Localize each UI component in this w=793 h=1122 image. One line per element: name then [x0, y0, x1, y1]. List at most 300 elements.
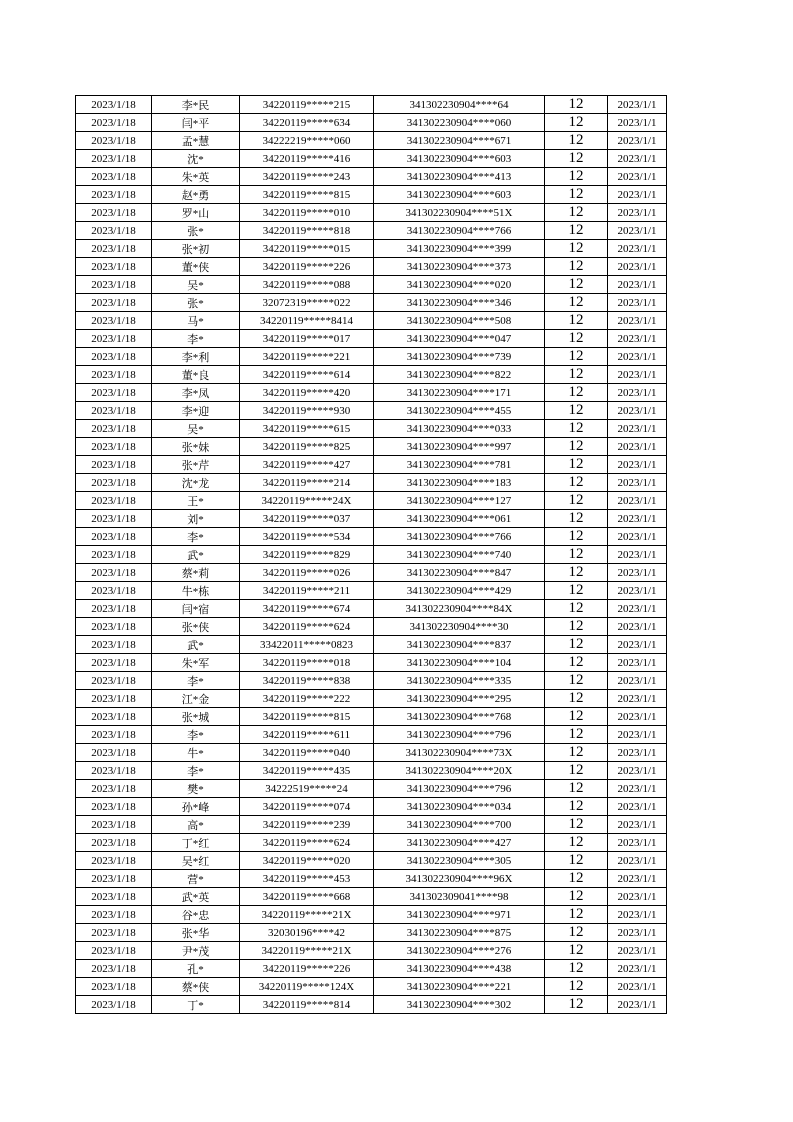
table-cell-record-number: 341302230904****034	[374, 798, 545, 816]
table-cell-count: 12	[545, 906, 608, 924]
table-row	[76, 168, 667, 186]
table-cell-name: 吴*	[152, 276, 240, 294]
table-cell-id-number: 34222219*****060	[240, 132, 374, 150]
table-cell-id-number: 34220119*****624	[240, 834, 374, 852]
table-cell-start-date: 2023/1/1	[608, 672, 667, 690]
table-cell-date: 2023/1/18	[76, 762, 152, 780]
table-body	[76, 96, 667, 1014]
table-row	[76, 924, 667, 942]
table-cell-name: 李*迎	[152, 402, 240, 420]
table-cell-name: 丁*红	[152, 834, 240, 852]
table-cell-name: 江*金	[152, 690, 240, 708]
table-cell-record-number: 341302230904****603	[374, 186, 545, 204]
table-cell-record-number: 341302230904****781	[374, 456, 545, 474]
table-cell-name: 张*妹	[152, 438, 240, 456]
table-cell-name: 朱*英	[152, 168, 240, 186]
table-cell-id-number: 34220119*****226	[240, 960, 374, 978]
table-cell-start-date: 2023/1/1	[608, 312, 667, 330]
table-row	[76, 528, 667, 546]
table-cell-count: 12	[545, 600, 608, 618]
table-cell-name: 蔡*侠	[152, 978, 240, 996]
table-cell-name: 朱*军	[152, 654, 240, 672]
table-cell-date: 2023/1/18	[76, 726, 152, 744]
table-cell-record-number: 341302230904****183	[374, 474, 545, 492]
table-cell-id-number: 34220119*****611	[240, 726, 374, 744]
table-cell-name: 丁*	[152, 996, 240, 1014]
table-cell-record-number: 341302230904****305	[374, 852, 545, 870]
table-cell-date: 2023/1/18	[76, 996, 152, 1014]
table-cell-date: 2023/1/18	[76, 492, 152, 510]
table-cell-record-number: 341302230904****429	[374, 582, 545, 600]
table-cell-id-number: 34220119*****226	[240, 258, 374, 276]
table-cell-id-number: 34222519*****24	[240, 780, 374, 798]
table-cell-date: 2023/1/18	[76, 618, 152, 636]
table-cell-count: 12	[545, 348, 608, 366]
table-cell-count: 12	[545, 186, 608, 204]
table-cell-id-number: 34220119*****8414	[240, 312, 374, 330]
table-cell-date: 2023/1/18	[76, 348, 152, 366]
table-cell-record-number: 341302230904****221	[374, 978, 545, 996]
table-cell-start-date: 2023/1/1	[608, 780, 667, 798]
table-cell-start-date: 2023/1/1	[608, 114, 667, 132]
table-cell-count: 12	[545, 618, 608, 636]
table-cell-id-number: 34220119*****668	[240, 888, 374, 906]
table-row	[76, 744, 667, 762]
table-cell-start-date: 2023/1/1	[608, 348, 667, 366]
table-cell-start-date: 2023/1/1	[608, 546, 667, 564]
table-cell-name: 李*	[152, 726, 240, 744]
table-cell-date: 2023/1/18	[76, 420, 152, 438]
table-cell-name: 张*	[152, 294, 240, 312]
table-cell-date: 2023/1/18	[76, 456, 152, 474]
table-cell-date: 2023/1/18	[76, 870, 152, 888]
table-cell-start-date: 2023/1/1	[608, 636, 667, 654]
table-cell-name: 王*	[152, 492, 240, 510]
table-cell-date: 2023/1/18	[76, 582, 152, 600]
table-row	[76, 582, 667, 600]
table-cell-start-date: 2023/1/1	[608, 762, 667, 780]
table-cell-id-number: 34220119*****930	[240, 402, 374, 420]
table-cell-date: 2023/1/18	[76, 186, 152, 204]
table-cell-start-date: 2023/1/1	[608, 492, 667, 510]
table-cell-id-number: 34220119*****818	[240, 222, 374, 240]
table-cell-start-date: 2023/1/1	[608, 240, 667, 258]
table-cell-start-date: 2023/1/1	[608, 528, 667, 546]
table-cell-count: 12	[545, 816, 608, 834]
table-row	[76, 942, 667, 960]
table-cell-date: 2023/1/18	[76, 924, 152, 942]
table-cell-id-number: 34220119*****825	[240, 438, 374, 456]
table-cell-start-date: 2023/1/1	[608, 870, 667, 888]
table-cell-id-number: 34220119*****040	[240, 744, 374, 762]
table-cell-count: 12	[545, 672, 608, 690]
table-cell-date: 2023/1/18	[76, 294, 152, 312]
table-row	[76, 672, 667, 690]
table-cell-id-number: 34220119*****420	[240, 384, 374, 402]
table-cell-id-number: 34220119*****814	[240, 996, 374, 1014]
table-cell-id-number: 32072319*****022	[240, 294, 374, 312]
table-cell-date: 2023/1/18	[76, 168, 152, 186]
table-cell-record-number: 341302230904****822	[374, 366, 545, 384]
table-cell-name: 高*	[152, 816, 240, 834]
table-cell-id-number: 34220119*****453	[240, 870, 374, 888]
table-cell-name: 牛*	[152, 744, 240, 762]
table-cell-date: 2023/1/18	[76, 888, 152, 906]
table-cell-record-number: 341302230904****971	[374, 906, 545, 924]
table-cell-name: 武*	[152, 636, 240, 654]
table-cell-count: 12	[545, 438, 608, 456]
table-row	[76, 600, 667, 618]
table-cell-start-date: 2023/1/1	[608, 384, 667, 402]
table-cell-count: 12	[545, 96, 608, 114]
table-cell-start-date: 2023/1/1	[608, 150, 667, 168]
table-row	[76, 258, 667, 276]
table-row	[76, 474, 667, 492]
table-cell-name: 吴*	[152, 420, 240, 438]
table-cell-count: 12	[545, 492, 608, 510]
table-cell-id-number: 34220119*****018	[240, 654, 374, 672]
table-cell-start-date: 2023/1/1	[608, 96, 667, 114]
table-row	[76, 132, 667, 150]
table-cell-id-number: 34220119*****211	[240, 582, 374, 600]
table-cell-date: 2023/1/18	[76, 798, 152, 816]
table-cell-name: 李*	[152, 330, 240, 348]
table-cell-count: 12	[545, 798, 608, 816]
table-cell-count: 12	[545, 474, 608, 492]
table-cell-start-date: 2023/1/1	[608, 420, 667, 438]
table-cell-id-number: 34220119*****124X	[240, 978, 374, 996]
table-cell-start-date: 2023/1/1	[608, 960, 667, 978]
table-row	[76, 762, 667, 780]
table-cell-start-date: 2023/1/1	[608, 564, 667, 582]
table-cell-date: 2023/1/18	[76, 330, 152, 348]
table-cell-start-date: 2023/1/1	[608, 834, 667, 852]
table-cell-name: 闫*平	[152, 114, 240, 132]
table-cell-name: 马*	[152, 312, 240, 330]
table-cell-record-number: 341302230904****438	[374, 960, 545, 978]
table-cell-record-number: 341302230904****51X	[374, 204, 545, 222]
table-cell-date: 2023/1/18	[76, 96, 152, 114]
table-row	[76, 798, 667, 816]
table-cell-name: 刘*	[152, 510, 240, 528]
table-cell-id-number: 34220119*****017	[240, 330, 374, 348]
table-cell-name: 李*	[152, 672, 240, 690]
table-cell-name: 吴*红	[152, 852, 240, 870]
table-cell-name: 罗*山	[152, 204, 240, 222]
table-cell-start-date: 2023/1/1	[608, 294, 667, 312]
table-cell-count: 12	[545, 996, 608, 1014]
table-cell-start-date: 2023/1/1	[608, 366, 667, 384]
table-cell-id-number: 34220119*****020	[240, 852, 374, 870]
table-cell-start-date: 2023/1/1	[608, 258, 667, 276]
table-cell-start-date: 2023/1/1	[608, 456, 667, 474]
table-cell-start-date: 2023/1/1	[608, 924, 667, 942]
table-cell-name: 樊*	[152, 780, 240, 798]
table-cell-date: 2023/1/18	[76, 438, 152, 456]
table-row	[76, 348, 667, 366]
table-cell-record-number: 341302230904****171	[374, 384, 545, 402]
table-cell-id-number: 34220119*****239	[240, 816, 374, 834]
table-cell-count: 12	[545, 168, 608, 186]
table-cell-date: 2023/1/18	[76, 276, 152, 294]
table-cell-id-number: 34220119*****010	[240, 204, 374, 222]
table-row	[76, 276, 667, 294]
table-row	[76, 456, 667, 474]
table-cell-start-date: 2023/1/1	[608, 996, 667, 1014]
table-row	[76, 654, 667, 672]
table-cell-id-number: 34220119*****015	[240, 240, 374, 258]
table-cell-count: 12	[545, 888, 608, 906]
table-row	[76, 618, 667, 636]
table-cell-start-date: 2023/1/1	[608, 744, 667, 762]
table-cell-start-date: 2023/1/1	[608, 330, 667, 348]
table-cell-id-number: 34220119*****074	[240, 798, 374, 816]
table-cell-count: 12	[545, 528, 608, 546]
table-cell-record-number: 341302230904****335	[374, 672, 545, 690]
table-row	[76, 816, 667, 834]
table-cell-date: 2023/1/18	[76, 546, 152, 564]
table-row	[76, 150, 667, 168]
table-cell-name: 董*侠	[152, 258, 240, 276]
table-cell-id-number: 34220119*****416	[240, 150, 374, 168]
table-row	[76, 996, 667, 1014]
table-cell-name: 闫*宿	[152, 600, 240, 618]
table-cell-name: 沈*龙	[152, 474, 240, 492]
table-row	[76, 222, 667, 240]
table-cell-record-number: 341302230904****64	[374, 96, 545, 114]
table-cell-id-number: 34220119*****815	[240, 708, 374, 726]
table-cell-id-number: 34220119*****243	[240, 168, 374, 186]
table-cell-start-date: 2023/1/1	[608, 132, 667, 150]
table-cell-id-number: 34220119*****21X	[240, 942, 374, 960]
table-cell-date: 2023/1/18	[76, 654, 152, 672]
table-cell-count: 12	[545, 366, 608, 384]
table-cell-id-number: 34220119*****222	[240, 690, 374, 708]
table-row	[76, 978, 667, 996]
table-cell-name: 董*良	[152, 366, 240, 384]
table-cell-date: 2023/1/18	[76, 204, 152, 222]
table-cell-date: 2023/1/18	[76, 672, 152, 690]
table-row	[76, 420, 667, 438]
table-cell-record-number: 341302230904****837	[374, 636, 545, 654]
table-cell-record-number: 341302230904****104	[374, 654, 545, 672]
table-cell-date: 2023/1/18	[76, 636, 152, 654]
table-cell-name: 谷*忠	[152, 906, 240, 924]
table-cell-name: 张*芹	[152, 456, 240, 474]
table-cell-count: 12	[545, 330, 608, 348]
table-row	[76, 492, 667, 510]
table-cell-count: 12	[545, 546, 608, 564]
table-cell-record-number: 341302230904****766	[374, 222, 545, 240]
table-cell-record-number: 341302230904****302	[374, 996, 545, 1014]
table-cell-start-date: 2023/1/1	[608, 888, 667, 906]
table-cell-name: 孔*	[152, 960, 240, 978]
table-cell-start-date: 2023/1/1	[608, 816, 667, 834]
table-cell-date: 2023/1/18	[76, 816, 152, 834]
table-row	[76, 294, 667, 312]
table-cell-date: 2023/1/18	[76, 474, 152, 492]
table-cell-id-number: 34220119*****24X	[240, 492, 374, 510]
table-cell-record-number: 341302230904****739	[374, 348, 545, 366]
table-cell-name: 武*	[152, 546, 240, 564]
table-cell-start-date: 2023/1/1	[608, 618, 667, 636]
table-cell-date: 2023/1/18	[76, 528, 152, 546]
table-cell-record-number: 341302230904****413	[374, 168, 545, 186]
table-cell-record-number: 341302230904****033	[374, 420, 545, 438]
table-cell-name: 牛*栋	[152, 582, 240, 600]
table-row	[76, 204, 667, 222]
table-cell-start-date: 2023/1/1	[608, 798, 667, 816]
table-cell-date: 2023/1/18	[76, 906, 152, 924]
table-row	[76, 546, 667, 564]
table-row	[76, 438, 667, 456]
table-cell-start-date: 2023/1/1	[608, 438, 667, 456]
table-cell-count: 12	[545, 690, 608, 708]
table-row	[76, 726, 667, 744]
table-cell-date: 2023/1/18	[76, 240, 152, 258]
table-row	[76, 708, 667, 726]
table-cell-date: 2023/1/18	[76, 960, 152, 978]
table-cell-start-date: 2023/1/1	[608, 474, 667, 492]
table-cell-record-number: 341302230904****768	[374, 708, 545, 726]
table-row	[76, 366, 667, 384]
table-cell-record-number: 341302230904****047	[374, 330, 545, 348]
table-cell-name: 张*华	[152, 924, 240, 942]
table-row	[76, 186, 667, 204]
table-cell-record-number: 341302230904****740	[374, 546, 545, 564]
table-cell-start-date: 2023/1/1	[608, 204, 667, 222]
table-cell-count: 12	[545, 294, 608, 312]
table-cell-date: 2023/1/18	[76, 852, 152, 870]
table-cell-record-number: 341302230904****20X	[374, 762, 545, 780]
table-cell-record-number: 341302230904****875	[374, 924, 545, 942]
table-cell-count: 12	[545, 654, 608, 672]
table-cell-start-date: 2023/1/1	[608, 942, 667, 960]
table-cell-id-number: 34220119*****674	[240, 600, 374, 618]
table-cell-start-date: 2023/1/1	[608, 654, 667, 672]
table-cell-record-number: 341302309041****98	[374, 888, 545, 906]
table-cell-id-number: 34220119*****614	[240, 366, 374, 384]
table-cell-record-number: 341302230904****766	[374, 528, 545, 546]
table-cell-record-number: 341302230904****96X	[374, 870, 545, 888]
table-cell-name: 李*	[152, 762, 240, 780]
table-cell-id-number: 34220119*****088	[240, 276, 374, 294]
table-cell-date: 2023/1/18	[76, 366, 152, 384]
table-cell-date: 2023/1/18	[76, 258, 152, 276]
table-cell-name: 武*英	[152, 888, 240, 906]
table-cell-start-date: 2023/1/1	[608, 510, 667, 528]
table-cell-record-number: 341302230904****30	[374, 618, 545, 636]
table-cell-start-date: 2023/1/1	[608, 978, 667, 996]
table-cell-count: 12	[545, 870, 608, 888]
table-cell-date: 2023/1/18	[76, 978, 152, 996]
table-cell-start-date: 2023/1/1	[608, 276, 667, 294]
table-cell-count: 12	[545, 924, 608, 942]
table-cell-name: 孟*慧	[152, 132, 240, 150]
table-cell-count: 12	[545, 312, 608, 330]
table-cell-count: 12	[545, 636, 608, 654]
table-cell-date: 2023/1/18	[76, 780, 152, 798]
table-cell-count: 12	[545, 276, 608, 294]
table-cell-record-number: 341302230904****427	[374, 834, 545, 852]
table-cell-count: 12	[545, 960, 608, 978]
table-cell-id-number: 34220119*****815	[240, 186, 374, 204]
table-cell-count: 12	[545, 582, 608, 600]
table-cell-date: 2023/1/18	[76, 114, 152, 132]
table-cell-start-date: 2023/1/1	[608, 690, 667, 708]
table-cell-name: 张*城	[152, 708, 240, 726]
table-cell-count: 12	[545, 456, 608, 474]
table-cell-date: 2023/1/18	[76, 384, 152, 402]
table-cell-name: 孙*峰	[152, 798, 240, 816]
table-cell-record-number: 341302230904****508	[374, 312, 545, 330]
table-cell-start-date: 2023/1/1	[608, 906, 667, 924]
table-cell-count: 12	[545, 564, 608, 582]
table-row	[76, 906, 667, 924]
table-cell-date: 2023/1/18	[76, 402, 152, 420]
table-cell-date: 2023/1/18	[76, 564, 152, 582]
table-row	[76, 384, 667, 402]
table-row	[76, 834, 667, 852]
table-cell-date: 2023/1/18	[76, 222, 152, 240]
table-cell-record-number: 341302230904****671	[374, 132, 545, 150]
table-cell-date: 2023/1/18	[76, 312, 152, 330]
table-cell-count: 12	[545, 510, 608, 528]
table-cell-start-date: 2023/1/1	[608, 186, 667, 204]
table-cell-id-number: 34220119*****214	[240, 474, 374, 492]
table-cell-name: 张*侠	[152, 618, 240, 636]
table-cell-date: 2023/1/18	[76, 150, 152, 168]
table-cell-count: 12	[545, 780, 608, 798]
table-cell-record-number: 341302230904****346	[374, 294, 545, 312]
table-cell-count: 12	[545, 762, 608, 780]
table-row	[76, 852, 667, 870]
table-cell-id-number: 34220119*****037	[240, 510, 374, 528]
table-cell-record-number: 341302230904****847	[374, 564, 545, 582]
table-cell-id-number: 34220119*****829	[240, 546, 374, 564]
table-row	[76, 888, 667, 906]
table-cell-count: 12	[545, 852, 608, 870]
table-cell-count: 12	[545, 978, 608, 996]
table-cell-start-date: 2023/1/1	[608, 708, 667, 726]
table-cell-id-number: 34220119*****534	[240, 528, 374, 546]
table-cell-start-date: 2023/1/1	[608, 222, 667, 240]
table-cell-count: 12	[545, 258, 608, 276]
table-cell-count: 12	[545, 150, 608, 168]
table-cell-start-date: 2023/1/1	[608, 402, 667, 420]
table-cell-record-number: 341302230904****373	[374, 258, 545, 276]
table-cell-date: 2023/1/18	[76, 834, 152, 852]
table-row	[76, 636, 667, 654]
table-row	[76, 312, 667, 330]
table-cell-count: 12	[545, 942, 608, 960]
table-cell-name: 蔡*莉	[152, 564, 240, 582]
table-cell-record-number: 341302230904****73X	[374, 744, 545, 762]
table-row	[76, 960, 667, 978]
table-cell-count: 12	[545, 240, 608, 258]
table-cell-record-number: 341302230904****455	[374, 402, 545, 420]
table-cell-record-number: 341302230904****796	[374, 726, 545, 744]
table-cell-count: 12	[545, 726, 608, 744]
table-cell-record-number: 341302230904****796	[374, 780, 545, 798]
table-row	[76, 402, 667, 420]
table-cell-date: 2023/1/18	[76, 942, 152, 960]
table-row	[76, 690, 667, 708]
table-cell-record-number: 341302230904****399	[374, 240, 545, 258]
table-cell-id-number: 34220119*****624	[240, 618, 374, 636]
table-cell-date: 2023/1/18	[76, 708, 152, 726]
table-cell-count: 12	[545, 204, 608, 222]
